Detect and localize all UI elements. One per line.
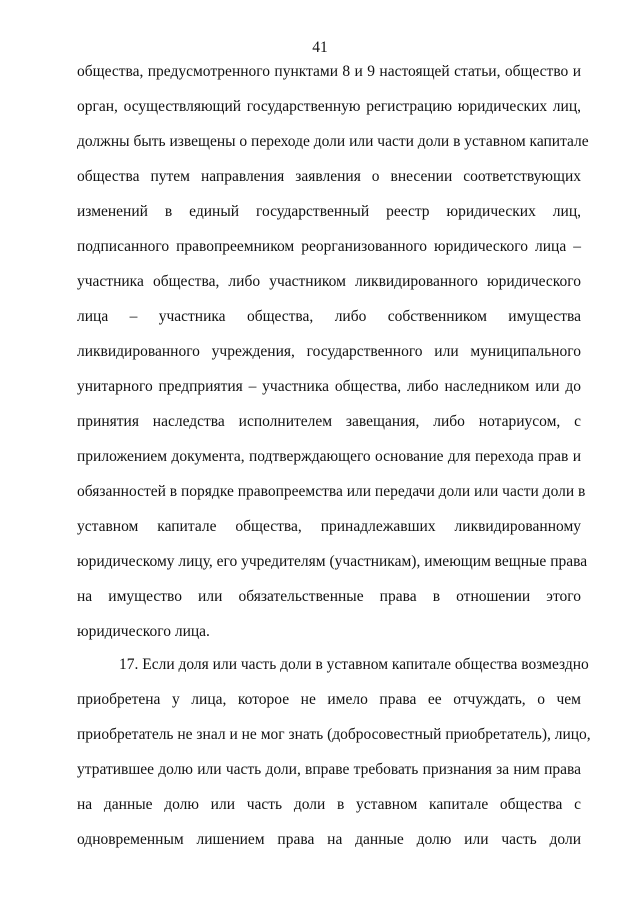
text-line: одновременным лишением права на данные долю или часть доли [77,831,581,848]
text-line: лица – участника общества, либо собственником имущества [77,308,581,325]
text-line: общества, предусмотренного пунктами 8 и 9 настоящей статьи, общество и [77,63,581,80]
text-line: юридическому лицу, его учредителям (участникам), имеющим вещные права [77,553,588,570]
text-line: подписанного правопреемником реорганизованного юридического лица – [77,238,581,255]
text-line: на имущество или обязательственные права в отношении этого [77,588,581,605]
text-line: орган, осуществляющий государственную регистрацию юридических лиц, [77,98,581,115]
text-line: приобретена у лица, которое не имело права ее отчуждать, о чем [77,691,581,708]
text-line: утратившее долю или часть доли, вправе требовать признания за ним права [77,761,581,778]
text-line: обязанностей в порядке правопреемства или передачи доли или части доли в [77,483,586,500]
text-line: должны быть извещены о переходе доли или части доли в уставном капитале [77,133,589,150]
text-line: уставном капитале общества, принадлежавших ликвидированному [77,518,581,535]
text-line: на данные долю или часть доли в уставном капитале общества с [77,796,581,813]
page-number: 41 [312,39,328,56]
text-line: изменений в единый государственный реестр юридических лиц, [77,203,581,220]
text-line: унитарного предприятия – участника общества, либо наследником или до [77,378,581,395]
text-line: приобретатель не знал и не мог знать (добросовестный приобретатель), лицо, [77,726,591,743]
paragraph-17-first-line: 17. Если доля или часть доли в уставном капитале общества возмездно [119,656,589,673]
text-line: участника общества, либо участником ликвидированного юридического [77,273,581,290]
text-line: принятия наследства исполнителем завещания, либо нотариусом, с [77,413,581,430]
text-line: юридического лица. [77,623,210,640]
text-line: ликвидированного учреждения, государственного или муниципального [77,343,581,360]
text-line: общества путем направления заявления о внесении соответствующих [77,168,581,185]
text-line: приложением документа, подтверждающего основание для перехода прав и [77,448,581,465]
